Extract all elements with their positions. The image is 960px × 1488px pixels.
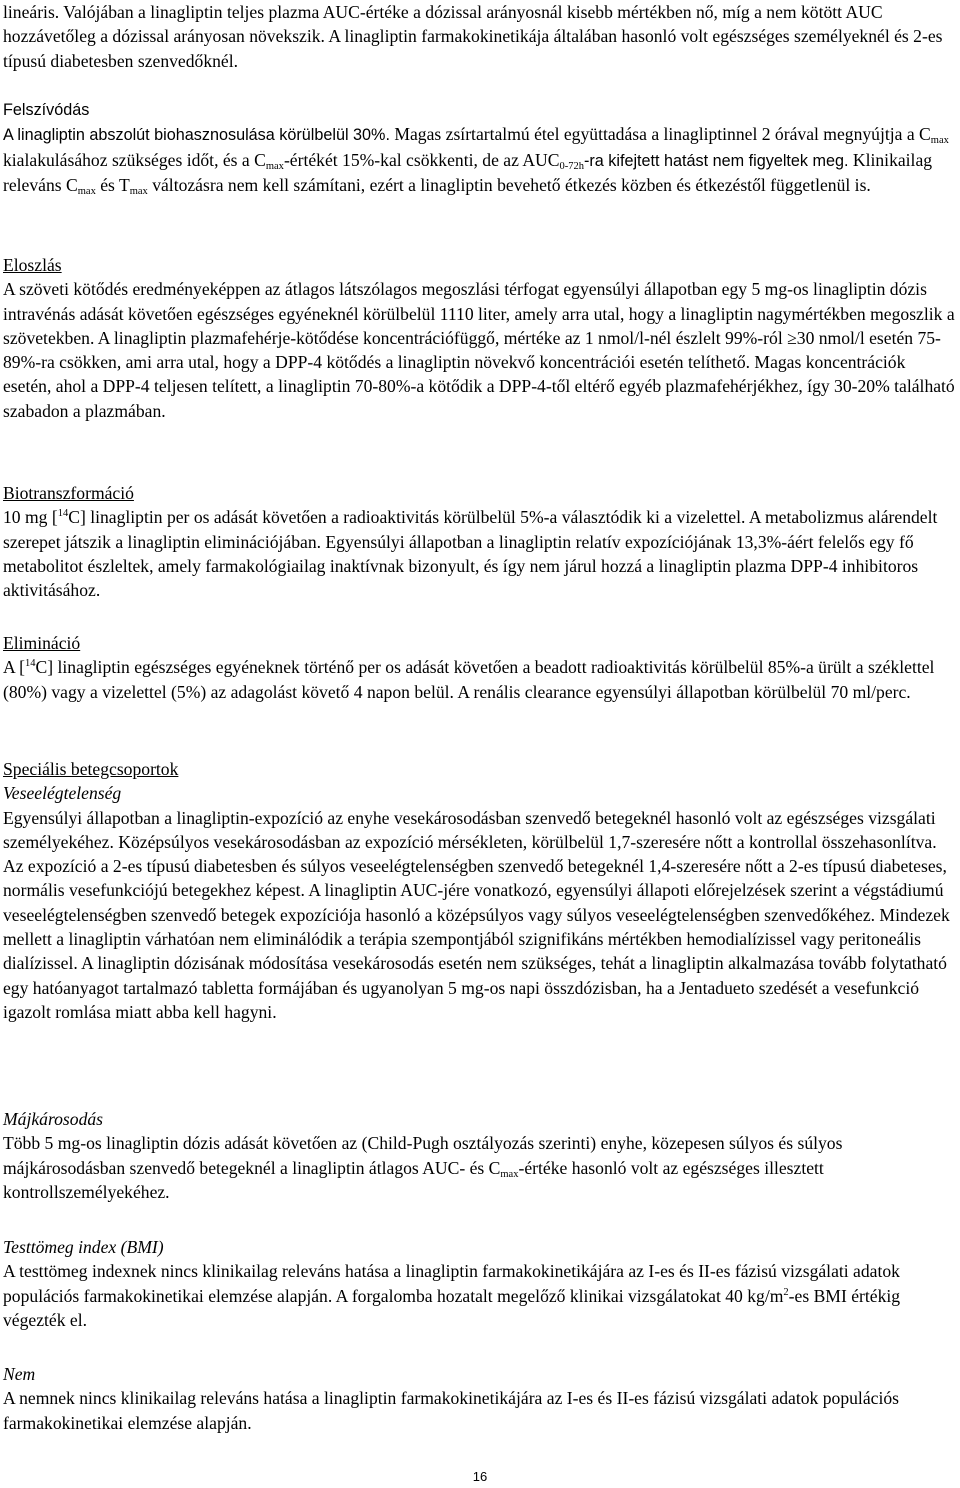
distribution-section (3, 253, 957, 423)
sex-heading: Nem (3, 1364, 36, 1384)
elimination-text: A [$^{14}$C] linagliptin egészséges egyéneknek történő per os adását követően a beadott radioaktivitás körülbelül 85%-a ürült a széklettel (80%) vagy a vizelettel (5%) az adagolást követő 4 napon belül. A renális clearance egyensúlyi állapotban körülbelül 70 ml/perc. (3, 657, 935, 702)
distribution-text: A szöveti kötődés eredményeképpen az átlagos látszólagos megoszlási térfogat egyensúlyi állapotban egy 5 mg-os linagliptin dózis intravénás adását követően egészséges egyéneknél körülbelül 1110 liter, amely arra utal, hogy a linagliptin nagymértékben megoszlik a szövetekben. A linagliptin plazmafehérje-kötődése koncentrációfüggő, mértéke az 1 nmol/l-nél észlelt 99%-ról ≥30 nmol/l esetén 75-89%-ra csökken, ami arra utal, hogy a DPP-4 kötődés a linagliptin növekvő koncentrációi esetén telíthető. Magas koncentrációk esetén, ahol a DPP-4 teljesen telített, a linagliptin 70-80%-a kötődik a DPP-4-től eltérő egyéb plazmafehérjékhez, így 30-20% található szabadon a plazmában. (3, 279, 955, 421)
hepatic-impairment-heading: Májkárosodás (3, 1109, 104, 1129)
page-number: 16 (472, 1469, 488, 1484)
bmi-heading: Testtömeg index (BMI) (3, 1237, 164, 1257)
biotransformation-heading: Biotranszformáció (3, 483, 134, 503)
elimination-section (3, 631, 957, 704)
special-populations-heading: Speciális betegcsoportok (3, 759, 179, 779)
hepatic-section (3, 1107, 957, 1204)
intro-text: lineáris. Valójában a linagliptin teljes plazma AUC-értéke a dózissal arányosnál kisebb mértékben nő, míg a nem kötött AUC hozzávetőleg a dózissal arányosan növekszik. A linagliptin farmakokinetikája általában hasonló volt egészséges személyeknél és 2-es típusú diabetesben szenvedőknél. (3, 2, 943, 71)
sex-text: A nemnek nincs klinikailag releváns hatása a linagliptin farmakokinetikájára az I-es és II-es fázisú vizsgálati adatok populációs farmakokinetikai elemzése alapján. (3, 1388, 899, 1433)
bmi-section (3, 1235, 957, 1332)
special-populations-section (3, 757, 957, 1024)
biotransformation-section (3, 481, 957, 602)
distribution-heading: Eloszlás (3, 255, 62, 275)
elimination-heading: Elimináció (3, 633, 81, 653)
absorption-text: A linagliptin abszolút biohasznosulása körülbelül 30%. Magas zsírtartalmú étel együttadása a linagliptinnel 2 órával megnyújtja a $C_{max}$ kialakulásához szükséges időt, és a $C_{max}$-értékét 15%-kal csökkenti, de az $AUC_{0-72h}-ra$ kifejtett hatást nem figyeltek meg. Klinikailag releváns $C_{max}$ és $T_{max}$ változásra nem kell számítani, ezért a linagliptin bevehető étkezés közben és étkezéstől függetlenül is. (3, 124, 949, 197)
absorption-heading: Felszívódás (3, 101, 90, 119)
hepatic-impairment-text: Több 5 mg-os linagliptin dózis adását követően az (Child-Pugh osztályozás szerinti) enyhe, közepesen súlyos és súlyos májkárosodásban szenvedő betegeknél a linagliptin átlagos AUC- és $C_{max}$-értéke hasonló volt az egészséges illesztett kontrollszemélyekéhez. (3, 1133, 843, 1202)
renal-impairment-text: Egyensúlyi állapotban a linagliptin-expozíció az enyhe vesekárosodásban szenvedő betegeknél hasonló volt az egészséges vizsgálati személyekéhez. Középsúlyos vesekárosodásban az expozíció mérsékleten, körülbelül 1,7-szeresére nőtt a kontrollal összehasonlítva. Az expozíció a 2-es típusú diabetesben és súlyos veseelégtelenségben szenvedő betegeknél 1,4-szeresére nőtt a 2-es típusú diabeteses, normális vesefunkciójú betegekhez képest. A linagliptin AUC-jére vonatkozó, egyensúlyi állapoti előrejelzések szerint a végstádiumú veseelégtelenségben szenvedő betegek expozíciója hasonló a középsúlyos vagy súlyos veseelégtelenségben szenvedőkéhez. Mindezek mellett a linagliptin várhatóan nem eliminálódik a terápia szempontjából szignifikáns mértékben hemodialízissel vagy peritoneális dialízissel. A linagliptin dózisának módosítása vesekárosodás esetén nem szükséges, tehát a linagliptin alkalmazása tovább folytatható egy hatóanyagot tartalmazó tabletta formájában és ugyanolyan 5 mg-os napi összdózisban, ha a Jentadueto szedését a vesefunkció igazolt romlása miatt abba kell hagyni. (3, 807, 950, 1022)
renal-impairment-heading: Veseelégtelenség (3, 783, 122, 804)
biotransformation-text: 10 mg [$^{14}$C] linagliptin per os adását követően a radioaktivitás körülbelül 5%-a választódik ki a vizelettel. A metabolizmus alárendelt szerepet játszik a linagliptin eliminációjában. Egyensúlyi állapotban a linagliptin relatív expozíciójának 13,3%-áért felelős egy fő metabolitot észleltek, amely farmakológiailag inaktívnak bizonyult, és így nem járul hozzá a linagliptin plazma DPP-4 inhibitoros aktivitásához. (3, 507, 938, 601)
intro-paragraph (3, 0, 957, 73)
bmi-text: A testtömeg indexnek nincs klinikailag releváns hatása a linagliptin farmakokinetikájára az I-es és II-es fázisú vizsgálati adatok populációs farmakokinetikai elemzése alapján. A forgalomba hozatalt megelőző klinikai vizsgálatokat 40 $kg/m^2-es$ BMI értékig végezték el. (3, 1261, 901, 1330)
sex-section (3, 1362, 957, 1435)
absorption-section (3, 98, 957, 197)
